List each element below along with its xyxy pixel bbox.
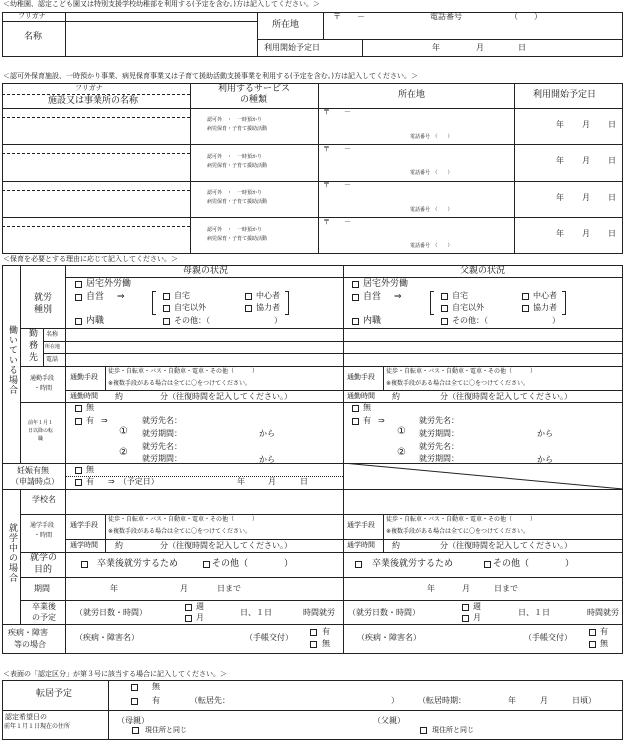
- father-month-checkbox[interactable]: [462, 615, 469, 622]
- sec1-note: ＜幼稚園、認定こども園又は特別支援学校幼稚部を利用する(予定を含む。)方は記入してください。＞: [3, 0, 320, 8]
- mother-postgrad-text: （就労日数・時間）: [75, 608, 147, 617]
- mother-prior-arrow: ⇒: [101, 416, 108, 425]
- due-year: 年: [237, 477, 245, 486]
- father-school-minutes: 分（往復時間を記入してください。）: [440, 541, 572, 550]
- father-prior-none-checkbox[interactable]: [352, 405, 359, 412]
- mother-per-day: 日、１日: [240, 608, 272, 617]
- father-purpose-work: 卒業後就労するため: [372, 559, 454, 569]
- mother-self-checkbox[interactable]: [75, 294, 82, 301]
- mother-month-word: 月: [196, 613, 204, 622]
- wp-phone-label: 電話: [46, 356, 59, 363]
- father-handbook-yes-checkbox[interactable]: [589, 629, 596, 636]
- mother-school-approx: 約: [115, 541, 123, 550]
- sec2-row3-month: 月: [582, 193, 590, 202]
- father-prior-none: 無: [363, 403, 371, 412]
- pregnant-yes: 有: [86, 477, 94, 486]
- pregnant-label-2: （申請時点）: [11, 477, 59, 486]
- father-commute-means-label: 通勤手段: [347, 373, 375, 381]
- jan1-label-1: 認定希望日の: [5, 713, 47, 721]
- father-helper-label: 協力者: [533, 303, 557, 312]
- father-illness-name: （疾病・障害名）: [357, 633, 421, 642]
- mother-purpose-other-checkbox[interactable]: [203, 561, 210, 568]
- father-piecework-checkbox[interactable]: [352, 318, 359, 325]
- father-handbook-no: 無: [600, 639, 608, 648]
- sec2-row3-phone: 電話番号 （ ）: [410, 207, 453, 213]
- mother-circle-1: ①: [119, 426, 128, 437]
- prior-label-2: 日以降の転: [28, 428, 54, 434]
- move-dest-close: ）: [391, 696, 399, 705]
- sec2-row4-year: 年: [556, 229, 564, 238]
- mother-nonhome-label: 自宅以外: [174, 303, 206, 312]
- sec2-row1-service-1: 認可外 ・ 一時預かり: [207, 117, 263, 123]
- purpose-label-2: 目的: [34, 565, 53, 575]
- working-vertical-label: 働いている場合: [7, 325, 17, 395]
- postgrad-label-1: 卒業後: [32, 602, 56, 611]
- jan1-label-2: 前年１月１日現在の住所: [4, 723, 71, 730]
- student-vertical-label: 就学中の場合: [7, 523, 17, 583]
- father-handbook-no-checkbox[interactable]: [589, 641, 596, 648]
- father-from-2: から: [537, 455, 553, 464]
- mother-other-checkbox[interactable]: [163, 318, 170, 325]
- mother-handbook-yes-checkbox[interactable]: [310, 629, 317, 636]
- sec2-row2-month: 月: [582, 156, 590, 165]
- sec1-phone-label: 電話番号: [430, 12, 462, 21]
- father-nonhome-label: 自宅以外: [452, 303, 484, 312]
- mother-approx: 約: [115, 392, 123, 401]
- move-dest-field[interactable]: [235, 695, 385, 707]
- mother-circle-2: ②: [119, 447, 128, 458]
- father-center-checkbox[interactable]: [522, 293, 529, 300]
- mother-center-label: 中心者: [256, 291, 280, 300]
- father-outside-checkbox[interactable]: [352, 281, 359, 288]
- father-postgrad-text: （就労日数・時間）: [348, 608, 420, 617]
- sec2-note: ＜認可外保育施設、一時預かり事業、病児保育事業又は子育て援助活動支援事業を利用する(予定を含む。)方は記入してください。＞: [3, 72, 418, 80]
- father-other-label: その他：（ ）: [452, 316, 560, 325]
- sec2-row4-service-2: 病児保育・子育て援助活動: [207, 236, 268, 242]
- father-school-approx: 約: [392, 541, 400, 550]
- sec1-day: 日: [518, 43, 526, 52]
- period-label: 期間: [34, 584, 50, 593]
- mother-commute-note: ※複数手段がある場合は全てに〇をつけてください。: [108, 380, 252, 387]
- father-per-day: 日、１日: [518, 608, 550, 617]
- workplace-label-1: 勤: [29, 329, 39, 339]
- pregnant-label-1: 妊娠有無: [17, 466, 49, 475]
- sec2-row4-day: 日: [608, 229, 616, 238]
- father-header: 父親の状況: [460, 266, 506, 276]
- move-none-checkbox[interactable]: [131, 684, 138, 691]
- father-home-label: 自宅: [452, 291, 468, 300]
- sec2-row4-postal: 〒 －: [323, 218, 351, 226]
- mother-handbook-no-checkbox[interactable]: [310, 641, 317, 648]
- father-school-means-label: 通学手段: [347, 521, 375, 529]
- mother-prior-none: 無: [86, 403, 94, 412]
- mother-period-until: 日まで: [217, 584, 241, 593]
- father-purpose-other: その他（ ）: [493, 559, 575, 569]
- sec1-phone-parens: （ ）: [510, 12, 542, 21]
- mother-helper-label: 協力者: [256, 303, 280, 312]
- sec4-note: ＜表面の「認定区分」が第３号に該当する場合に記入してください。＞: [3, 670, 227, 678]
- due-date-label: ⇒ （予定日）: [108, 477, 159, 486]
- sec2-row1-year: 年: [556, 120, 564, 129]
- father-center-label: 中心者: [533, 291, 557, 300]
- sec2-row3-day: 日: [608, 193, 616, 202]
- mother-week: 週: [196, 602, 204, 611]
- father-school-options[interactable]: 徒歩・自転車・バス・自動車・電車・その他（ ）: [386, 516, 537, 523]
- sec1-address-label: 所在地: [272, 20, 300, 30]
- sec2-service-label-1: 利用するサービス: [218, 84, 291, 94]
- prior-label-3: 職: [38, 436, 44, 442]
- pregnant-none-checkbox[interactable]: [75, 467, 82, 474]
- father-piecework-label: 内職: [363, 316, 382, 326]
- pregnant-yes-checkbox[interactable]: [75, 479, 82, 486]
- father-handbook-yes: 有: [600, 627, 608, 636]
- employment-type-label-2: 種別: [34, 305, 53, 315]
- move-dest-label: （転居先：: [190, 696, 230, 705]
- father-circle-2: ②: [397, 447, 406, 458]
- jan1-mother-label: （母親）: [117, 716, 149, 725]
- father-prior-arrow: ⇒: [378, 416, 385, 425]
- move-yes: 有: [152, 696, 160, 705]
- due-month: 月: [268, 477, 276, 486]
- mother-from-1: から: [259, 429, 275, 438]
- father-helper-checkbox[interactable]: [522, 305, 529, 312]
- mother-period-year: 年: [110, 584, 118, 593]
- father-approx: 約: [392, 392, 400, 401]
- sec2-furigana: フリガナ: [75, 84, 103, 92]
- mother-school-minutes: 分（往復時間を記入してください。）: [160, 541, 292, 550]
- sec2-row2-service-1: 認可外 ・ 一時預かり: [207, 154, 263, 160]
- mother-school-note: ※複数手段がある場合は全てに〇をつけてください。: [108, 528, 252, 535]
- sec2-row1-day: 日: [608, 120, 616, 129]
- sec1-address-field[interactable]: [324, 22, 622, 38]
- prior-label-1: 前年１月１: [28, 420, 54, 426]
- mother-prev-employer-2: 就労先名：: [142, 442, 182, 451]
- sec2-row4-month: 月: [582, 229, 590, 238]
- wp-name-label: 名称: [46, 331, 59, 338]
- mother-minutes-note: 分（往復時間を記入してください。）: [160, 392, 292, 401]
- mother-prev-employer-1: 就労先名：: [142, 416, 182, 425]
- sec1-month: 月: [476, 43, 484, 52]
- mother-handbook: （手帳交付）: [245, 633, 293, 642]
- father-pregnancy-na-diagonal: [343, 463, 623, 489]
- mother-piecework-checkbox[interactable]: [75, 318, 82, 325]
- mother-school-means-label: 通学手段: [70, 521, 98, 529]
- sec2-row2-phone: 電話番号 （ ）: [410, 170, 453, 176]
- father-prev-employer-1: 就労先名：: [419, 416, 459, 425]
- sec2-address-label: 所在地: [398, 90, 426, 100]
- workplace-label-2: 務: [29, 341, 39, 351]
- sec2-row3-service-2: 病児保育・子育て援助活動: [207, 199, 268, 205]
- father-prior-yes-checkbox[interactable]: [352, 418, 359, 425]
- mother-commute-time-label: 通勤時間: [70, 392, 98, 400]
- father-period-year: 年: [427, 584, 435, 593]
- mother-month-checkbox[interactable]: [185, 615, 192, 622]
- sec1-name-label: 名称: [24, 32, 43, 42]
- sec2-service-label-2: の種類: [240, 95, 268, 105]
- father-nonhome-checkbox[interactable]: [441, 305, 448, 312]
- workplace-label-3: 先: [29, 353, 39, 363]
- sec2-row1-service-2: 病児保育・子育て援助活動: [207, 126, 268, 132]
- father-school-time-label: 通学時間: [347, 541, 375, 549]
- due-day: 日: [300, 477, 308, 486]
- mother-helper-checkbox[interactable]: [245, 305, 252, 312]
- mother-from-2: から: [259, 455, 275, 464]
- employment-type-label-1: 就労: [34, 293, 53, 303]
- commute-label-2: ・時間: [34, 385, 53, 392]
- illness-label-1: 疾病・障害: [8, 628, 48, 637]
- mother-outside-label: 居宅外労働: [86, 279, 132, 289]
- sec1-furigana: フリガナ: [18, 12, 46, 20]
- father-commute-note: ※複数手段がある場合は全てに〇をつけてください。: [386, 380, 530, 387]
- father-prior-yes: 有: [363, 416, 371, 425]
- move-label: 転居予定: [36, 689, 73, 699]
- sec2-start-label: 利用開始予定日: [533, 90, 597, 100]
- sec1-name-field[interactable]: [66, 22, 256, 56]
- mother-home-label: 自宅: [174, 291, 190, 300]
- father-handbook: （手帳交付）: [524, 633, 572, 642]
- mother-other-label: その他：（ ）: [174, 316, 282, 325]
- sec2-row1-postal: 〒 －: [323, 108, 351, 116]
- sec2-row2-postal: 〒 －: [323, 145, 351, 153]
- mother-hours-work: 時間就労: [303, 608, 335, 617]
- postgrad-label-2: の予定: [32, 613, 56, 622]
- father-purpose-other-checkbox[interactable]: [484, 561, 491, 568]
- father-period-month: 月: [462, 584, 470, 593]
- father-prev-period-1: 就労期間：: [419, 429, 459, 438]
- father-prev-period-2: 就労期間：: [419, 454, 459, 463]
- father-outside-label: 居宅外労働: [363, 279, 409, 289]
- mother-center-checkbox[interactable]: [245, 293, 252, 300]
- sec2-row3-postal: 〒 －: [323, 181, 351, 189]
- jan1-mother-same: 現住所と同じ: [145, 726, 187, 734]
- father-other-checkbox[interactable]: [441, 318, 448, 325]
- father-from-1: から: [537, 429, 553, 438]
- mother-illness-name: （疾病・障害名）: [75, 633, 139, 642]
- sec2-row4-phone: 電話番号 （ ）: [410, 243, 453, 249]
- school-commute-label-2: ・時間: [34, 532, 53, 539]
- sec2-row1-month: 月: [582, 120, 590, 129]
- jan1-father-same: 現住所と同じ: [432, 726, 474, 734]
- purpose-label-1: 就学の: [30, 553, 58, 563]
- sec1-postal: 〒 －: [333, 12, 365, 21]
- sec2-row2-day: 日: [608, 156, 616, 165]
- sec2-facility-label: 施設又は事業所の名称: [48, 96, 139, 106]
- mother-nonhome-checkbox[interactable]: [163, 305, 170, 312]
- move-date: 年 月 日頃）: [508, 696, 596, 705]
- mother-prev-period-2: 就労期間：: [142, 454, 182, 463]
- mother-piecework-label: 内職: [86, 316, 105, 326]
- father-arrow: ⇒: [394, 292, 402, 302]
- mother-period-month: 月: [180, 584, 188, 593]
- mother-self-label: 自営: [86, 292, 105, 302]
- mother-commute-options[interactable]: 徒歩・自転車・バス・自動車・電車・その他（ ）: [108, 368, 259, 375]
- sec2-row2-year: 年: [556, 156, 564, 165]
- father-school-note: ※複数手段がある場合は全てに〇をつけてください。: [386, 528, 530, 535]
- father-commute-time-label: 通勤時間: [347, 392, 375, 400]
- school-name-label: 学校名: [32, 495, 56, 504]
- father-hours-work: 時間就労: [587, 608, 619, 617]
- father-self-label: 自営: [363, 292, 382, 302]
- sec2-row3-year: 年: [556, 193, 564, 202]
- commute-label-1: 通勤手段: [30, 375, 55, 382]
- father-purpose-work-checkbox[interactable]: [355, 561, 362, 568]
- sec2-row3-service-1: 認可外 ・ 一時預かり: [207, 190, 263, 196]
- mother-header: 母親の状況: [183, 266, 229, 276]
- mother-school-time-label: 通学時間: [70, 541, 98, 549]
- mother-prior-yes-checkbox[interactable]: [75, 418, 82, 425]
- mother-handbook-yes: 有: [322, 627, 330, 636]
- father-week: 週: [473, 602, 481, 611]
- sec2-row2-service-2: 病児保育・子育て援助活動: [207, 163, 268, 169]
- mother-purpose-work-checkbox[interactable]: [81, 561, 88, 568]
- father-circle-1: ①: [397, 426, 406, 437]
- father-self-checkbox[interactable]: [352, 294, 359, 301]
- school-commute-label-1: 通学手段: [30, 522, 55, 529]
- sec1-start-label: 利用開始予定日: [264, 43, 320, 52]
- mother-week-checkbox[interactable]: [185, 604, 192, 611]
- illness-label-2: 等の場合: [14, 640, 46, 649]
- sec2-row1-phone: 電話番号 （ ）: [410, 134, 453, 140]
- move-time-label: （転居時期：: [418, 696, 466, 705]
- father-month-word: 月: [473, 613, 481, 622]
- wp-address-label: 所在地: [45, 344, 61, 350]
- mother-prev-period-1: 就労期間：: [142, 429, 182, 438]
- mother-school-options[interactable]: 徒歩・自転車・バス・自動車・電車・その他（ ）: [108, 516, 259, 523]
- sec1-year: 年: [432, 43, 440, 52]
- mother-purpose-work: 卒業後就労するため: [97, 559, 179, 569]
- move-none: 無: [152, 682, 160, 691]
- move-yes-checkbox[interactable]: [131, 698, 138, 705]
- father-period-until: 日まで: [494, 584, 518, 593]
- mother-purpose-other: その他（ ）: [212, 559, 294, 569]
- mother-prior-none-checkbox[interactable]: [75, 405, 82, 412]
- father-commute-options[interactable]: 徒歩・自転車・バス・自動車・電車・その他（ ）: [386, 368, 537, 375]
- mother-prior-yes: 有: [86, 416, 94, 425]
- sec2-row4-service-1: 認可外 ・ 一時預かり: [207, 227, 263, 233]
- father-minutes-note: 分（往復時間を記入してください。）: [440, 392, 572, 401]
- pregnant-none: 無: [86, 465, 94, 474]
- jan1-father-label: （父親）: [373, 716, 405, 725]
- sec3-note: ＜保育を必要とする理由に応じて記入してください。＞: [3, 255, 178, 263]
- father-prev-employer-2: 就労先名：: [419, 442, 459, 451]
- mother-commute-means-label: 通勤手段: [70, 373, 98, 381]
- mother-home-checkbox[interactable]: [163, 293, 170, 300]
- mother-handbook-no: 無: [322, 639, 330, 648]
- mother-outside-checkbox[interactable]: [75, 281, 82, 288]
- father-home-checkbox[interactable]: [441, 293, 448, 300]
- father-week-checkbox[interactable]: [462, 604, 469, 611]
- mother-arrow: ⇒: [117, 292, 125, 302]
